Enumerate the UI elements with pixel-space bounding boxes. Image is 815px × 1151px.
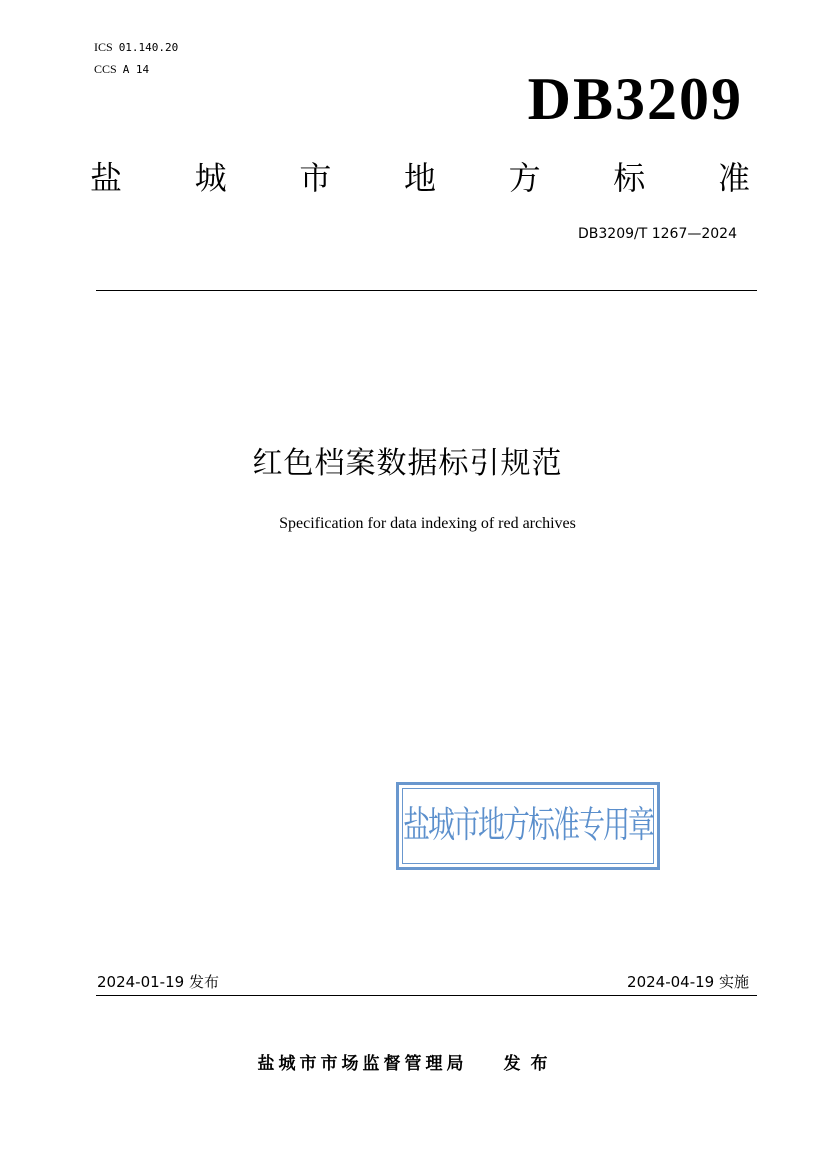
footer-divider <box>96 995 757 996</box>
standard-code: DB3209 <box>527 66 743 132</box>
ccs-label: CCS <box>94 62 117 76</box>
standard-type-char: 城 <box>194 159 227 197</box>
issue-date: 2024-01-19 发布 <box>97 973 219 991</box>
standard-type-char: 方 <box>508 159 541 197</box>
ics-value: 01.140.20 <box>118 41 179 54</box>
publisher-name: 盐城市市场监督管理局 <box>257 1054 468 1074</box>
ccs-value: A 14 <box>122 63 150 76</box>
standard-type <box>90 156 750 200</box>
publisher <box>0 1052 815 1076</box>
standard-type-char: 盐 <box>90 159 123 197</box>
standard-type-char: 标 <box>613 159 646 197</box>
implementation-date: 2024-04-19 实施 <box>627 973 749 991</box>
official-seal <box>396 782 660 870</box>
ics-code <box>94 40 178 55</box>
document-title-english: Specification for data indexing of red archives <box>279 515 576 532</box>
ccs-code <box>94 62 149 77</box>
seal-text: 盐城市地方标准专用章 <box>403 804 653 847</box>
header-divider <box>96 290 757 291</box>
standard-number: DB3209/T 1267—2024 <box>578 226 737 242</box>
standard-type-char: 准 <box>717 159 750 197</box>
document-title: 红色档案数据标引规范 <box>252 446 563 481</box>
publisher-action: 发布 <box>503 1054 558 1074</box>
standard-type-char: 市 <box>299 159 332 197</box>
ics-label: ICS <box>94 40 113 54</box>
standard-type-char: 地 <box>403 159 436 197</box>
